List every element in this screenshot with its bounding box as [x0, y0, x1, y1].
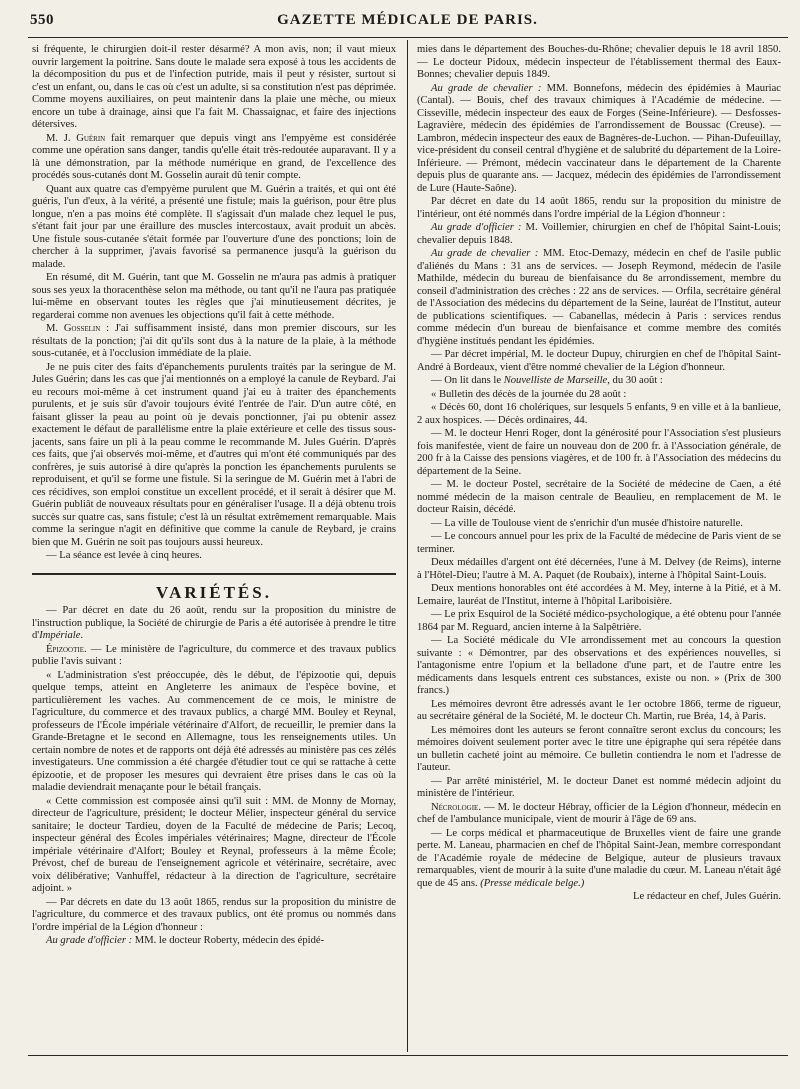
left-column — [32, 44, 396, 949]
speaker-name: M. J. Guérin — [46, 132, 106, 144]
section-rule — [32, 573, 396, 575]
paragraph: — Le corps médical et pharmaceutique de Bruxelles vient de faire une grande perte. M. Laneau, pharmacien en chef de l'hôpital Saint-Jean, membre correspondant de l'Académie royale de médecine de Belgique, auteur de plusieurs travaux remarquables, vient de mourir à la suite d'une maladie du cœur. M. Laneau n'était âgé que de 45 ans. (Presse médicale belge.) — [417, 827, 781, 889]
paragraph: « Décès 60, dont 16 cholériques, sur lesquels 5 enfants, 9 en ville et à la banlieue, 2 aux hospices. — Décès ordinaires, 44. — [417, 402, 781, 426]
column-divider — [407, 40, 408, 1052]
paragraph: si fréquente, le chirurgien doit-il rester désarmé? A mon avis, non; il vaut mieux ouvrir largement la poitrine. Sans doute le malade sera exposé à tous les accidents de la décomposition du pus et de l'infection putride, mais il peut y résister, surtout si c'est un enfant, ou, dans le cas où c'est un adulte, si sa constitution n'est pas déprimée. Comme moyens auxiliaires, on peut maintenir dans la plaie une mèche, ou mieux encore un tube à drainage, ainsi que l'a fait M. Chassaignac, et faire des injections détersives. — [32, 44, 396, 130]
footer-rule — [28, 1055, 788, 1056]
paragraph: Au grade de chevalier : MM. Etoc-Demazy, médecin en chef de l'asile public d'aliénés du Mans : 31 ans de services. — Joseph Reymond, médecin de l'asile Mathilde, médecin du bureau de bienfaisance du 8e arrondissement, membre du conseil d'administration des crèches : 22 ans de services. — Orfila, secrétaire général de l'Association des médecins du département de la Seine, lauréat de l'Institut, auteur de publications scientifiques. — Cabanellas, médecin à Paris : services rendus comme médecin d'un bureau de bienfaisance et comme membre des comités d'hygiène institués pendant les épidémies. — [417, 248, 782, 347]
section-title: VARIÉTÉS. — [156, 582, 272, 602]
paragraph: Quant aux quatre cas d'empyème purulent que M. Guérin a traités, et qui ont été guéris, l'un d'eux, à la vérité, a présenté une fistule; mais la guérison, pour être plus longue, n'en a pas moins été complète. Il s'agissait d'un malade chez lequel le pus, s'étant fait jour par une éraillure des muscles intercostaux, avait produit un abcès. Une fistule sous-cutanée s'était formée par l'ouverture d'une des ponctions; loin de chercher à la supprimer, j'avais favorisé sa permanence jusqu'à la guérison du malade. — [32, 183, 396, 270]
journal-title: GAZETTE MÉDICALE DE PARIS. — [277, 12, 538, 28]
paragraph: M. Gosselin : J'ai suffisamment insisté, dans mon premier discours, sur les résultats de la ponction; j'ai dit qu'ils sont dus à la nature de la plaie, à la méthode sous-cutanée, et à l'occlusion immédiate de la plaie. — [32, 323, 396, 359]
paragraph: — La Société médicale du VIe arrondissement met au concours la question suivante : « Démontrer, par des observations et des expériences nouvelles, si l'antagonisme entre l'opium et la belladone d'une part, et de l'autre entre les médicaments dans lesquels entrent ces substances, existe ou non. » (Prix de 300 francs.) — [417, 635, 781, 696]
paragraph: Deux médailles d'argent ont été décernées, l'une à M. Delvey (de Reims), interne à l'Hôtel-Dieu; l'autre à M. A. Paquet (de Roubaix), interne à l'hôpital Saint-Louis. — [417, 557, 781, 581]
paragraph: — Par décret impérial, M. le docteur Dupuy, chirurgien en chef de l'hôpital Saint-André à Bordeaux, vient d'être nommé chevalier de la Légion d'honneur. — [417, 349, 781, 373]
paragraph: « Cette commission est composée ainsi qu'il suit : MM. de Monny de Mornay, directeur de l'agriculture, président; le docteur Mélier, inspecteur général du service sanitaire; le docteur Tardieu, doyen de la Faculté de médecine de Paris; Lecoq, inspecteur général des Écoles impériales vétérinaires; Magne, directeur de l'École impériale vétérinaire d'Alfort; Bouley et Reynal, professeurs à la même École; Prévost, chef de bureau de l'enseignement agricole et vétérinaire, secrétaire, avec voix délibérative; Vanhuffel, rédacteur à la direction de l'agriculture, secrétaire adjoint. » — [32, 795, 396, 894]
page-number: 550 — [30, 12, 54, 28]
paragraph: Par décret en date du 14 août 1865, rendu sur la proposition du ministre de l'intérieur, ont été nommés dans l'ordre impérial de la Légion d'honneur : — [417, 196, 781, 220]
editor-signature: Le rédacteur en chef, Jules Guérin. — [633, 891, 781, 902]
speaker-name: M. Gosselin : — [46, 323, 110, 334]
paragraph: Au grade d'officier : MM. le docteur Roberty, médecin des épidé- — [46, 935, 325, 946]
paragraph: — Le prix Esquirol de la Société médico-psychologique, a été obtenu pour l'année 1864 par M. Reguard, ancien interne à la Salpêtrière. — [417, 609, 781, 633]
paragraph: — M. le docteur Henri Roger, dont la générosité pour l'Association s'est plusieurs fois manifestée, vient de faire un nouveau don de 200 fr. à l'Association générale, de 200 fr à la Caisse des pensions viagères, et de 100 fr. à l'Association des médecins du département de la Seine. — [417, 428, 781, 477]
paragraph: — La séance est levée à cinq heures. — [46, 550, 202, 561]
paragraph: — Par arrêté ministériel, M. le docteur Danet est nommé médecin adjoint du ministère de l'intérieur. — [417, 775, 781, 799]
paragraph: Les mémoires dont les auteurs se feront connaître seront exclus du concours; les mémoires doivent seulement porter avec le titre une épigraphe qui sera répétée dans un bulletin cacheté joint au mémoire. Ce bulletin contiendra le nom et l'adresse de l'auteur. — [417, 724, 781, 773]
right-column — [417, 44, 781, 905]
paragraph: « L'administration s'est préoccupée, dès le début, de l'épizootie qui, depuis quelque temps, atteint en Angleterre les animaux de l'espèce bovine, et particulièrement les vaches. Au commencement de ce mois, le ministre de l'agriculture, du commerce et des travaux publics, a chargé MM. Bouley et Reynal, professeurs de l'École impériale vétérinaire d'Alfort, de recueillir, le premier dans la Grande-Bretagne et le second en Allemagne, tous les renseignements utiles. Un certain nombre de notes et de rapports ont déjà été adressés au ministère pas ces zélés investigateurs. Une commission a été chargée d'étudier tout ce qui se rattache à cette épizootie, et de proposer les mesures qui devraient être prises dans le cas où la maladie deviendrait menaçante pour le bétail français. — [32, 669, 396, 793]
paragraph: Je ne puis citer des faits d'épanchements purulents traités par la seringue de M. Jules Guérin; dans les cas que j'ai mentionnés on a employé la canule de Reybard. J'ai eu recours moi-même à cet instrument quand j'ai eu à traiter des épanchements purulents, et je suis sûr d'avoir toujours évité l'entrée de l'air. D'un autre côté, en faisant glisser la peau au point où je devais ponctionner, j'ai pu obtenir assez exactement le défaut de parallélisme entre la plaie extérieure et celle des tissus sous-jacents, sans faire un pli à la peau comme le recommande M. Jules Guérin. D'après ces faits, que j'ai observés moi-même, et d'autres qui m'ont été communiqués par des confrères, je suis autorisé à dire qu'après la ponction les épanchements purulents se reproduisent, et qu'il se forme une fistule. Si la seringue de M. Guérin met à l'abri de ces récidives, son emploi constitue un excellent procédé, et il serait à désirer que M. Guérin publiât de nouveaux résultats pour en généraliser l'usage. Il a déjà obtenu trois succès sur quatre cas, sans fistule; c'est là un résultat extrêmement remarquable. Mais comme la seringue n'agit en définitive que comme la canule de Reybard, je crains bien que M. Guérin ne soit pas toujours aussi heureux. — [32, 361, 396, 548]
paragraph: M. J. Guérin fait remarquer que depuis vingt ans l'empyème est considérée comme une opération sans danger, tandis qu'elle était très-redoutée auparavant. Il y a là une démonstration, par la méthode numérique en grand, de l'excellence des procédés sous-cutanés dont M. Gosselin aurait dû tenir compte. — [32, 132, 396, 181]
rubric-name: Nécrologie. — [431, 801, 481, 813]
paragraph: « Bulletin des décès de la journée du 28 août : — [431, 388, 627, 400]
paragraph: — M. le docteur Postel, secrétaire de la Société de médecine de Caen, a été nommé médecin de la maison centrale de Beaulieu, en remplacement de M. le docteur Raisin, décédé. — [417, 479, 781, 515]
paragraph: Nécrologie. — M. le docteur Hébray, officier de la Légion d'honneur, médecin en chef de l'ambulance municipale, vient de mourir à l'âge de 69 ans. — [417, 801, 781, 825]
page-header — [30, 12, 785, 34]
paragraph: Au grade d'officier : M. Voillemier, chirurgien en chef de l'hôpital Saint-Louis; chevalier depuis 1848. — [417, 222, 781, 246]
paragraph: Deux mentions honorables ont été accordées à M. Mey, interne à la Pitié, et à M. Lemaire, lauréat de l'Institut, interne à l'hôpital Lariboisière. — [417, 583, 781, 607]
header-rule — [28, 37, 788, 38]
rubric-name: Épizootie. — [46, 643, 87, 655]
paragraph: — Le concours annuel pour les prix de la Faculté de médecine de Paris vient de se terminer. — [417, 531, 781, 555]
paragraph: — La ville de Toulouse vient de s'enrichir d'un musée d'histoire naturelle. — [431, 517, 743, 529]
paragraph: Les mémoires devront être adressés avant le 1er octobre 1866, terme de rigueur, au secrétaire général de la Société, M. le docteur Ch. Martin, rue Bréa, 14, à Paris. — [417, 698, 781, 722]
paragraph: Au grade de chevalier : MM. Bonnefons, médecin des épidémies à Mauriac (Cantal). — Bouis, chef des travaux chimiques à l'Académie de médecine. — Cisseville, médecin inspecteur des eaux de Forges (Seine-Inférieure). — Desfosses-Lagravière, médecin des épidémies de l'arrondissement de Boussac (Creuse). — Lambron, médecin inspecteur des eaux de Bagnères-de-Luchon. — Pihan-Dufeuillay, vice-président du conseil central d'hygiène et de salubrité du département de la Loire-Inférieure. — Prémont, médecin vaccinateur dans le département de la Charente depuis plus de quarante ans. — Jacquez, médecin des épidémies de l'arrondissement de Lure (Haute-Saône). — [417, 82, 781, 194]
paragraph: mies dans le département des Bouches-du-Rhône; chevalier depuis le 18 avril 1850. — Le docteur Pidoux, médecin inspecteur de l'établissement thermal des Eaux-Bonnes; chevalier depuis 1849. — [417, 44, 781, 80]
paragraph: — Par décrets en date du 13 août 1865, rendus sur la proposition du ministre de l'agriculture, du commerce et des travaux publics, ont été promus ou nommés dans l'ordre impérial de la Légion d'honneur : — [32, 896, 396, 933]
paragraph: En résumé, dit M. Guérin, tant que M. Gosselin ne m'aura pas admis à pratiquer sous ses yeux la thoracenthèse selon ma méthode, ou tant qu'il ne l'aura pas pratiquée lui-même en observant toutes les règles que j'ai minutieusement décrites, je regarderai comme non avenues les objections qu'il fait à cette méthode. — [32, 272, 396, 321]
paragraph: — Par décret en date du 26 août, rendu sur la proposition du ministre de l'instruction publique, la Société de chirurgie de Paris a été autorisée à prendre le titre d'Impériale. — [32, 605, 396, 641]
paragraph: Épizootie. — Le ministère de l'agriculture, du commerce et des travaux publics publie l'avis suivant : — [32, 643, 396, 667]
paragraph: — On lit dans le Nouvelliste de Marseille, du 30 août : — [431, 375, 663, 386]
